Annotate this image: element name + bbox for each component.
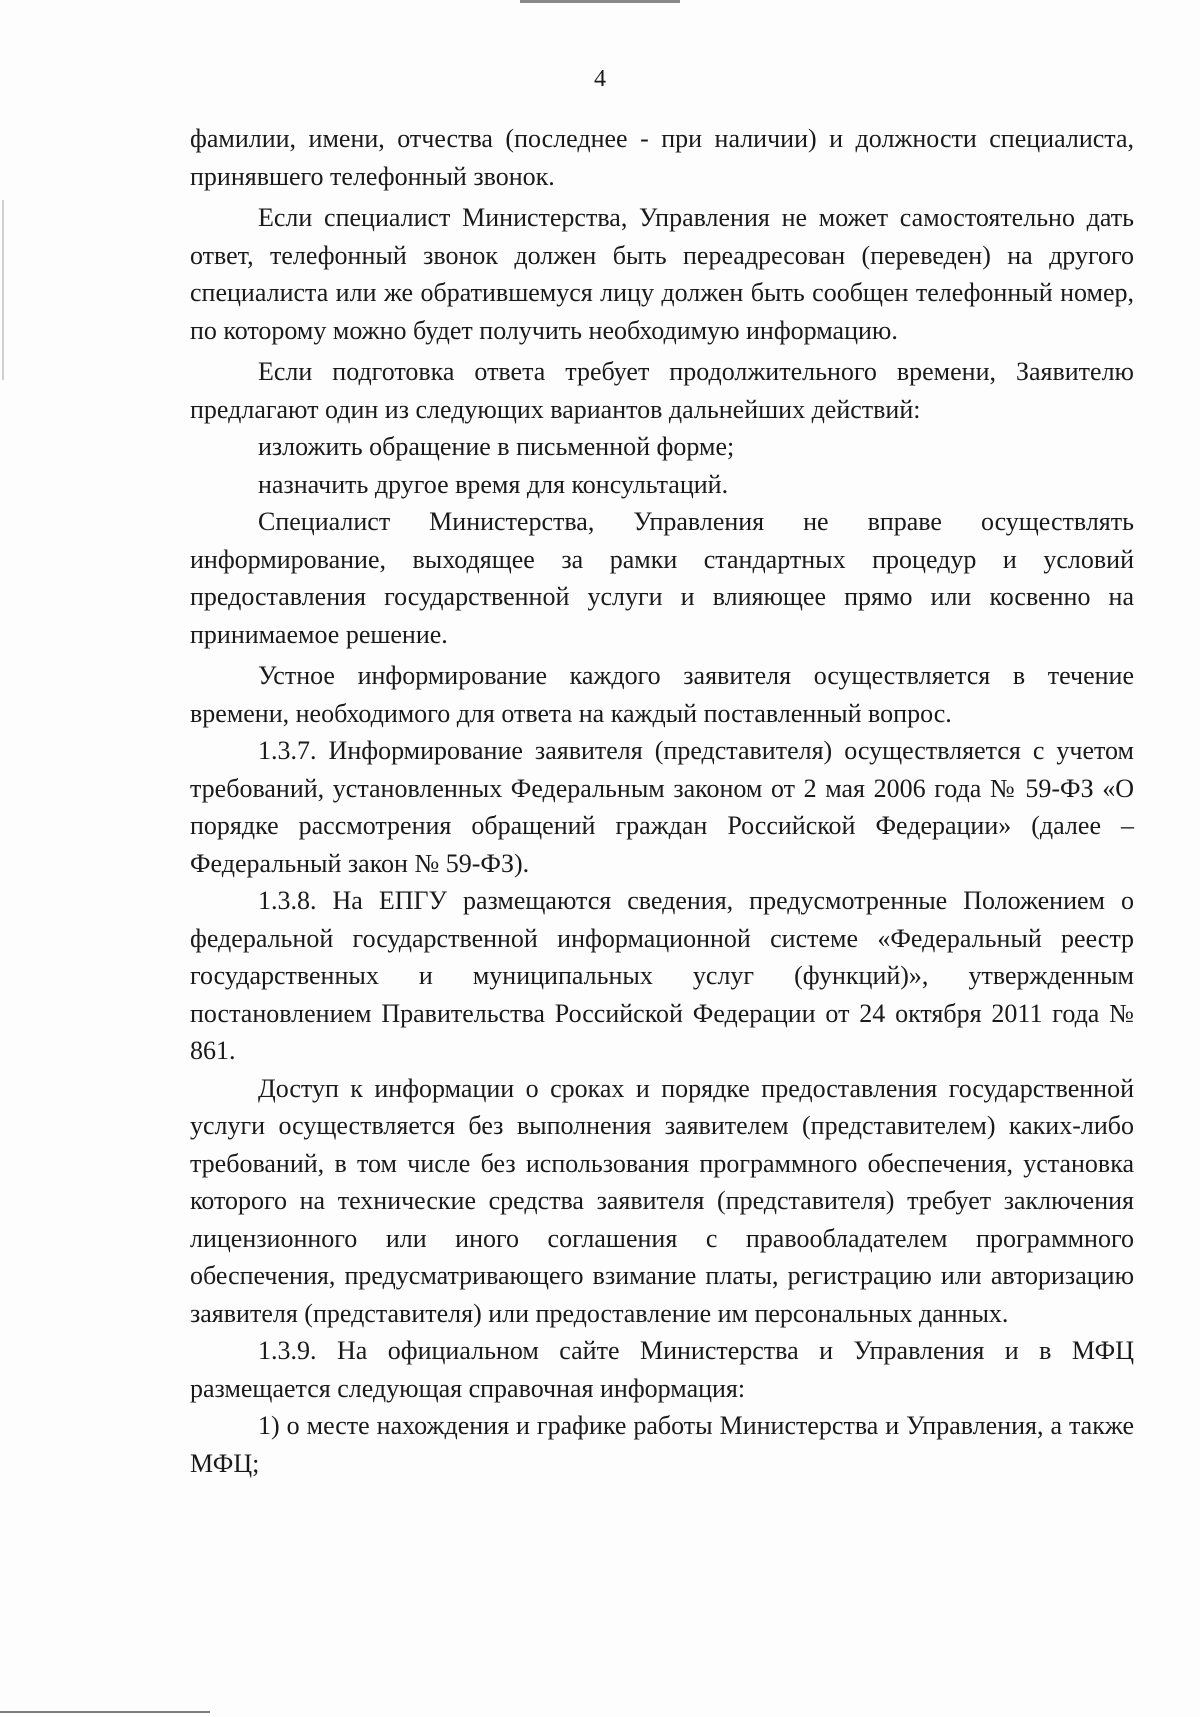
- document-body: [190, 120, 1134, 1482]
- paragraph: 1.3.8. На ЕПГУ размещаются сведения, предусмотренные Положением о федеральной государственной информационной системе «Федеральный реестр государственных и муниципальных услуг (функций)», утвержденным постановлением Правительства Российской Федерации от 24 октября 2011 года № 861.: [190, 886, 1134, 1065]
- paragraph: Если подготовка ответа требует продолжительного времени, Заявителю предлагают один из следующих вариантов дальнейших действий:: [190, 357, 1134, 424]
- paragraph: Устное информирование каждого заявителя осуществляется в течение времени, необходимого для ответа на каждый поставленный вопрос.: [190, 661, 1134, 728]
- page-number: 4: [594, 66, 606, 92]
- paragraph: 1.3.7. Информирование заявителя (представителя) осуществляется с учетом требований, установленных Федеральным законом от 2 мая 2006 года № 59-ФЗ «О порядке рассмотрения обращений граждан Российской Федерации» (далее – Федеральный закон № 59-ФЗ).: [190, 736, 1134, 878]
- paragraph: Если специалист Министерства, Управления не может самостоятельно дать ответ, телефонный звонок должен быть переадресован (переведен) на другого специалиста или же обратившемуся лицу должен быть сообщен телефонный номер, по которому можно будет получить необходимую информацию.: [190, 203, 1134, 345]
- paragraph: 1) о месте нахождения и графике работы Министерства и Управления, а также МФЦ;: [190, 1411, 1134, 1478]
- list-item: назначить другое время для консультаций.: [258, 469, 729, 499]
- scan-artifact-top: [520, 0, 680, 3]
- list-item: изложить обращение в письменной форме;: [258, 432, 735, 461]
- paragraph: Доступ к информации о сроках и порядке предоставления государственной услуги осуществляется без выполнения заявителем (представителем) каких-либо требований, в том числе без использования программного обеспечения, установка которого на технические средства заявителя (представителя) требует заключения лицензионного или иного соглашения с правообладателем программного обеспечения, предусматривающего взимание платы, регистрацию или авторизацию заявителя (представителя) или предоставление им персональных данных.: [190, 1073, 1134, 1328]
- scan-artifact-bottom: [0, 1711, 210, 1713]
- paragraph: Специалист Министерства, Управления не вправе осуществлять информирование, выходящее за рамки стандартных процедур и условий предоставления государственной услуги и влияющее прямо или косвенно на принимаемое решение.: [190, 507, 1134, 649]
- scan-artifact-left: [2, 200, 4, 380]
- paragraph: 1.3.9. На официальном сайте Министерства и Управления и в МФЦ размещается следующая справочная информация:: [190, 1336, 1134, 1403]
- paragraph: фамилии, имени, отчества (последнее - при наличии) и должности специалиста, принявшего телефонный звонок.: [190, 124, 1134, 191]
